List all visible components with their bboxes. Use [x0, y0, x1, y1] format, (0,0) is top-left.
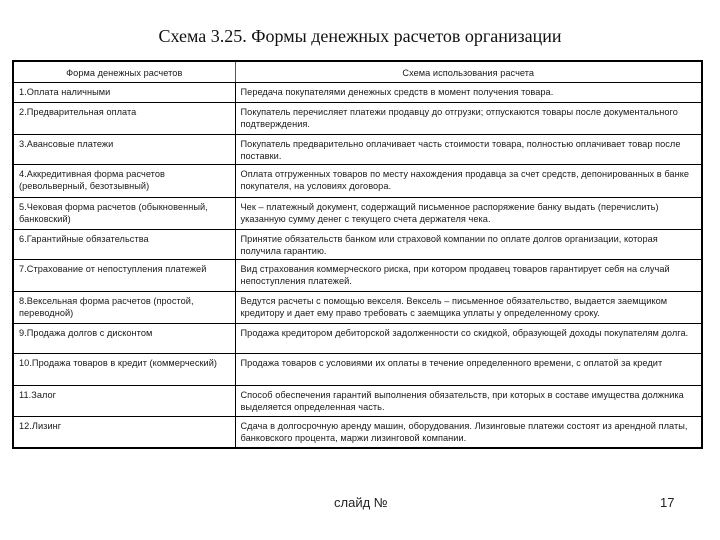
scheme-cell: Принятие обязательств банком или страховой компании по оплате долгов организации, которая получила гарантию.: [235, 229, 702, 259]
form-cell: 8.Вексельная форма расчетов (простой, переводной): [13, 291, 235, 323]
slide-number: 17: [660, 495, 675, 510]
scheme-cell: Продажа кредитором дебиторской задолженности со скидкой, образующей доходы покупателям долга.: [235, 323, 702, 353]
scheme-cell: Продажа товаров с условиями их оплаты в течение определенного времени, с оплатой за кредит: [235, 353, 702, 385]
page-title: Схема 3.25. Формы денежных расчетов организации: [158, 26, 562, 46]
form-cell: 9.Продажа долгов с дисконтом: [13, 323, 235, 353]
scheme-cell: Покупатель предварительно оплачивает часть стоимости товара, полностью оплачивает товар после поставки.: [235, 134, 702, 164]
form-cell: 4.Аккредитивная форма расчетов (револьверный, безотзывный): [13, 164, 235, 197]
form-cell: 11.Залог: [13, 385, 235, 416]
payment-forms-table: [12, 60, 703, 449]
table-row: [13, 229, 702, 259]
scheme-cell: Ведутся расчеты с помощью векселя. Вексель – письменное обязательство, выдается заемщиком кредитору и дает ему право требовать с заемщика уплаты у определенному сроку.: [235, 291, 702, 323]
table-row: [13, 134, 702, 164]
table-header-row: [13, 61, 702, 82]
table-row: [13, 385, 702, 416]
scheme-cell: Сдача в долгосрочную аренду машин, оборудования. Лизинговые платежи состоят из арендной платы, банковского процента, маржи лизинговой компании.: [235, 416, 702, 448]
form-cell: 3.Авансовые платежи: [13, 134, 235, 164]
table-row: [13, 164, 702, 197]
table-row: [13, 82, 702, 102]
table-row: [13, 197, 702, 229]
table-row: [13, 259, 702, 291]
slide-label: слайд №: [334, 495, 388, 510]
form-cell: 12.Лизинг: [13, 416, 235, 448]
table-row: [13, 353, 702, 385]
table-row: [13, 102, 702, 134]
table-row: [13, 416, 702, 448]
header-form: Форма денежных расчетов: [13, 61, 235, 82]
table-row: [13, 323, 702, 353]
form-cell: 2.Предварительная оплата: [13, 102, 235, 134]
form-cell: 10.Продажа товаров в кредит (коммерческий): [13, 353, 235, 385]
form-cell: 7.Страхование от непоступления платежей: [13, 259, 235, 291]
scheme-cell: Оплата отгруженных товаров по месту нахождения продавца за счет средств, депонированных в банке покупателя, на условиях договора.: [235, 164, 702, 197]
scheme-cell: Передача покупателями денежных средств в момент получения товара.: [235, 82, 702, 102]
scheme-cell: Вид страхования коммерческого риска, при котором продавец товаров гарантирует себя на случай непоступления платежей.: [235, 259, 702, 291]
scheme-cell: Покупатель перечисляет платежи продавцу до отгрузки; отпускаются товары после документального подтверждения.: [235, 102, 702, 134]
form-cell: 1.Оплата наличными: [13, 82, 235, 102]
table-row: [13, 291, 702, 323]
scheme-cell: Способ обеспечения гарантий выполнения обязательств, при которых в составе имущества должника выделяется определенная часть.: [235, 385, 702, 416]
header-scheme: Схема использования расчета: [235, 61, 702, 82]
form-cell: 5.Чековая форма расчетов (обыкновенный, банковский): [13, 197, 235, 229]
form-cell: 6.Гарантийные обязательства: [13, 229, 235, 259]
scheme-cell: Чек – платежный документ, содержащий письменное распоряжение банку выдать (перечислить) указанную сумму денег с текущего счета держателя чека.: [235, 197, 702, 229]
